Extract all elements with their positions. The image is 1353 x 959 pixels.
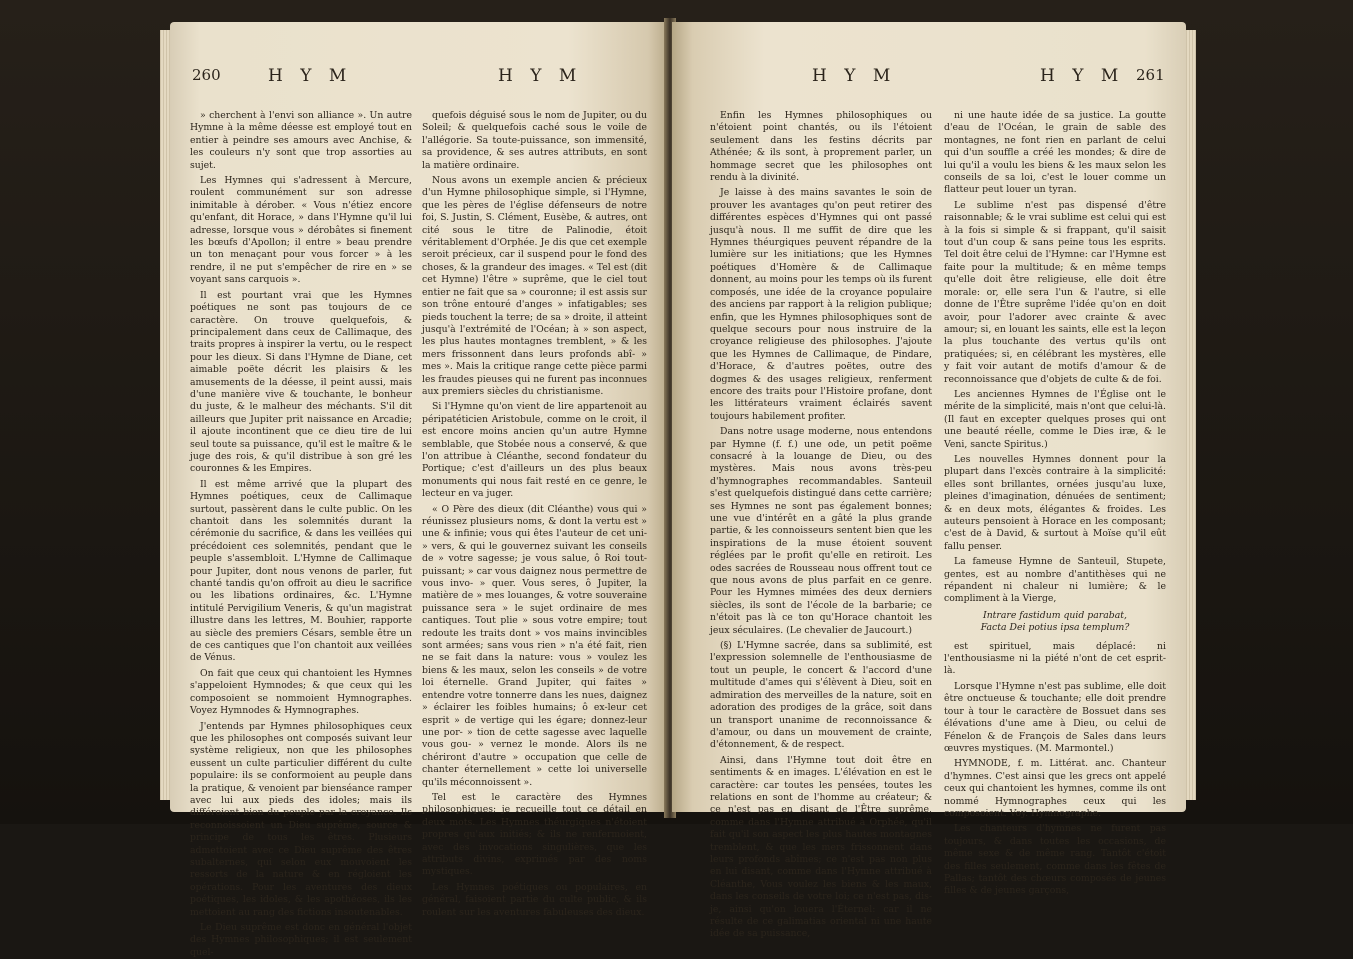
paragraph: Les nouvelles Hymnes donnent pour la plupart dans l'excès contraire à la simplicité: elles sont brillantes, ornées jusqu'au luxe, pleines d'imagination, dénuées de sentiment; & en deux mots, élégantes & froides. Les auteurs pensoient à Horace en les composant; c'est de à David, & surtout à Moïse qu'il eût fallu penser. [944, 453, 1166, 552]
paragraph: La fameuse Hymne de Santeuil, Stupete, gentes, est au nombre d'antithèses qui ne répandent ni chaleur ni lumière; & le compliment à la Vierge, [944, 556, 1166, 605]
paragraph: Tel est le caractère des Hymnes philosophiques; je recueille tout ce détail en deux mots. Les Hymnes théurgiques n'étoient propres qu'aux initiés; & ils ne renfermoient, avec des invocations singulières, que les attributs divins, exprimés par des noms mystiques. [422, 791, 647, 878]
header-right: H Y M [498, 66, 583, 86]
paragraph: ni une haute idée de sa justice. La goutte d'eau de l'Océan, le grain de sable des montagnes, ne font rien en parlant de celui qui d'un souffle a créé les mondes; & dire de lui qu'il a voulu les biens & les maux selon les conseils de sa loi, c'est le louer comme un flatteur peut louer un tyran. [944, 110, 1166, 196]
paragraph: Les anciennes Hymnes de l'Église ont le mérite de la simplicité, mais n'ont que celui-là. (Il faut en excepter quelques proses qui ont une beauté réelle, comme le Dies iræ, & le Veni, sancte Spiritus.) [944, 388, 1166, 450]
text-column-1 [190, 110, 412, 958]
paragraph: Dans notre usage moderne, nous entendons par Hymne (f. f.) une ode, un petit poëme consacré à la louange de Dieu, ou des mystères. Mais nous avons très-peu d'hymnographes recommandables. Santeuil s'est quelquefois distingué dans cette carrière; ses Hymnes ne sont pas également bonnes; une vue d'intérêt en a gâté la plus grande partie, & les connoisseurs sentent bien que les inspirations de la muse étoient souvent réglées par le profit qu'elle en retiroit. Les odes sacrées de Rousseau nous offrent tout ce que nous avons de plus parfait en ce genre. Pour les Hymnes mimées des deux derniers siècles, ils sont de l'école de la barbarie; ce n'étoit pas là ce ton qu'Horace chantoit les jeux séculaires. (Le chevalier de Jaucourt.) [710, 426, 932, 636]
paragraph: Il est même arrivé que la plupart des Hymnes poétiques, ceux de Callimaque surtout, passèrent dans le culte public. On les chantoit dans les solemnités durant la cérémonie du sacrifice, & dans les veillées qui précédoient ces solemnités, pendant que le peuple s'assembloit. L'Hymne de Callimaque pour Jupiter, dont nous venons de parler, fut chanté tandis qu'on offroit au dieu le sacrifice ou les libations ordinaires, &c. L'Hymne intitulé Pervigilium Veneris, & qu'un magistrat illustre dans les lettres, M. Bouhier, rapporte au siècle des premiers Césars, semble être un de ces cantiques que l'on chantoit aux veillées de Vénus. [190, 478, 412, 664]
text-column-2 [422, 110, 647, 918]
running-header [170, 66, 668, 90]
paragraph: Les Hymnes poétiques ou populaires, en général, faisoient partie du culte public, & ils roulent sur les aventures fabuleuses des dieux. [422, 881, 647, 918]
text-column-1 [710, 110, 932, 940]
right-page-edges [1186, 30, 1196, 800]
paragraph: Les chanteurs d'hymnes ne furent pas toujours, & dans toutes les occasions, de même sexe & de même rang. Tantôt c'étoit des filles seulement, comme dans les fêtes de Pallas; tantôt des chœurs composés de jeunes filles & de jeunes garçons, [944, 823, 1166, 897]
latin-verse: Intrare fastidum quid parabat, Facta Dei potius ipsa templum? [980, 609, 1130, 634]
paragraph: (§) L'Hymne sacrée, dans sa sublimité, est l'expression solemnelle de l'enthousiasme de tout un peuple, le concert & l'accord d'une multitude d'ames qui s'élèvent à Dieu, soit en admiration des merveilles de la nature, soit en adoration des prodiges de la grâce, soit dans un transport unanime de reconnoissance & d'amour, ou dans un mouvement de crainte, d'étonnement, & de respect. [710, 640, 932, 751]
left-page-edges [160, 30, 170, 800]
text-column-2 [944, 110, 1166, 897]
left-page [170, 22, 668, 958]
paragraph: Il est pourtant vrai que les Hymnes poétiques ne sont pas toujours de ce caractère. On trouve quelquefois, & principalement dans ceux de Callimaque, des traits propres à inspirer la vertu, ou le respect pour les dieux. Si dans l'Hymne de Diane, cet aimable poëte décrit les plaisirs & les amusements de la déesse, il peint aussi, mais d'une manière vive & touchante, le bonheur du juste, & le malheur des méchants. S'il dit ailleurs que Jupiter prit naissance en Arcadie; il ajoute incontinent que ce dieu tire de lui seul toute sa puissance, qu'il est le maître & le juge des rois, & qu'il distribue à son gré les couronnes & les Empires. [190, 289, 412, 475]
paragraph: Les Hymnes qui s'adressent à Mercure, roulent communément sur son adresse inimitable à dérober. « Vous n'étiez encore qu'enfant, dit Horace, » dans l'Hymne qu'il lui adresse, lorsque vous » dérobâtes si finement les bœufs d'Apollon; il entre » beau prendre un ton menaçant pour vous forcer » à les rendre, il ne put s'empêcher de rire en » se voyant sans carquois ». [190, 175, 412, 286]
paragraph: J'entends par Hymnes philosophiques ceux que les philosophes ont composés suivant leur système religieux, non que les philosophes eussent un culte particulier différent du culte populaire: ils se conformoient au peuple dans la pratique, & venoient par bienséance ramper avec lui aux pieds des idoles; mais ils différoient bien du peuple par la croyance. Ils reconnoissoient un Dieu suprême, source & principe de tous les êtres. Plusieurs admettoient avec ce Dieu suprême des êtres subalternes, qui selon eux mouvoient les ressorts de la nature & en régloient les opérations. Pour les aventures des dieux poétiques, les idoles, & les apothéoses, ils les mettoient au rang des fictions insoutenables. [190, 720, 412, 918]
paragraph: » cherchent à l'envi son alliance ». Un autre Hymne à la même déesse est employé tout en entier à peindre ses amours avec Anchise, & les couleurs n'y sont que trop assorties au sujet. [190, 110, 412, 171]
running-header [672, 66, 1186, 90]
paragraph: Le Dieu suprême est donc en général l'objet des Hymnes philosophiques; il est seulement quel- [190, 922, 412, 958]
paragraph: On fait que ceux qui chantoient les Hymnes s'appeloient Hymnodes; & que ceux qui les composoient se nommoient Hymnographes. Voyez Hymnodes & Hymnographes. [190, 667, 412, 717]
header-left: H Y M [268, 66, 353, 86]
paragraph: est spirituel, mais déplacé: ni l'enthousiasme ni la piété n'ont de cet esprit-là. [944, 640, 1166, 677]
paragraph: Je laisse à des mains savantes le soin de prouver les avantages qu'on peut retirer des différentes espèces d'Hymnes qui ont passé jusqu'à nous. Il me suffit de dire que les Hymnes théurgiques peuvent répandre de la lumière sur les initiations; que les Hymnes poétiques d'Homère & de Callimaque donnent, au moins pour les temps où ils furent composés, une idée de la croyance populaire des anciens par rapport à la religion publique; enfin, que les Hymnes philosophiques sont de quelque secours pour nous instruire de la croyance religieuse des philosophes. J'ajoute que les Hymnes de Callimaque, de Pindare, d'Horace, & d'autres poëtes, outre des dogmes & des usages religieux, renferment encore des traits pour l'Histoire profane, dont les littérateurs vraiment éclairés savent toujours habilement profiter. [710, 187, 932, 422]
page-number: 261 [1136, 66, 1165, 84]
paragraph: quefois déguisé sous le nom de Jupiter, ou du Soleil; & quelquefois caché sous le voile de l'allégorie. Sa toute-puissance, son immensité, sa providence, & ses autres attributs, en sont la matière ordinaire. [422, 110, 647, 171]
paragraph: Nous avons un exemple ancien & précieux d'un Hymne philosophique simple, si l'Hymne, que les pères de l'église défenseurs de notre foi, S. Justin, S. Clément, Eusèbe, & autres, ont cité sous le titre de Palinodie, étoit véritablement d'Orphée. Je dis que cet exemple seroit précieux, car il suspend pour le fond des choses, & la grandeur des images. « Tel est (dit cet Hymne) l'être » suprême, que le ciel tout entier ne fait que sa » couronne; il est assis sur son trône entouré d'anges » infatigables; ses pieds touchent la terre; de sa » droite, il atteint jusqu'à l'extrémité de l'Océan; à » son aspect, les plus hautes montagnes tremblent, » & les mers frissonnent dans leurs profonds abî- » mes ». Mais la critique range cette pièce parmi les fraudes pieuses qui ne furent pas inconnues aux premiers siècles du christianisme. [422, 175, 647, 397]
paragraph: « O Père des dieux (dit Cléanthe) vous qui » réunissez plusieurs noms, & dont la vertu est » une & infinie; vous qui êtes l'auteur de cet uni- » vers, & qui le gouvernez suivant les conseils de » votre sagesse; je vous salue, ô Roi tout-puissant; » car vous daignez nous permettre de vous invo- » quer. Vous seres, ô Jupiter, la matière de » mes louanges, & votre souveraine puissance sera » le sujet ordinaire de mes cantiques. Tout plie » sous votre empire; tout redoute les traits dont » vos mains invincibles sont armées; sans vous rien » n'a été fait, rien ne se fait dans la nature: vous » voulez les biens & les maux, selon les conseils » de votre loi éternelle. Grand Jupiter, qui faites » entendre votre tonnerre dans les nues, daignez » éclairer les foibles humains; ô ex-leur cet esprit » de vertige qui les égare; donnez-leur une por- » tion de cette sagesse avec laquelle vous gou- » vernez le monde. Alors ils ne chériront d'autre » occupation que celle de chanter éternellement » cette loi universelle qu'ils méconnoissent ». [422, 503, 647, 788]
paragraph: Enfin les Hymnes philosophiques ou n'étoient point chantés, ou ils l'étoient seulement dans les festins décrits par Athénée; & ils sont, à proprement parler, un hommage secret que les philosophes ont rendu à la divinité. [710, 110, 932, 184]
right-page [672, 22, 1186, 940]
paragraph: Ainsi, dans l'Hymne tout doit être en sentiments & en images. L'élévation en est le caractère: car toutes les pensées, toutes les relations en sont de l'homme au créateur; & ce n'est pas en disant de l'Être suprême, comme dans l'Hymne attribué à Orphée, qu'il fait qu'il son aspect les plus hautes montagnes tremblent, & que les mers frissonnent dans leurs profonds abîmes; ce n'est pas non plus en lui disant, comme dans l'Hymne attribué à Cléanthe, Vous voulez les biens & les maux, dans les conseils de votre loi; ce n'est pas, dis-je, ainsi qu'on louera l'Éternel: car il ne résulte de ce galimatias oriental ni une haute idée de sa puissance, [710, 754, 932, 940]
paragraph: Le sublime n'est pas dispensé d'être raisonnable; & le vrai sublime est celui qui est à la fois si simple & si frappant, qu'il saisit tout d'un coup & sans peine tous les esprits. Tel doit être celui de l'Hymne: car l'Hymne est faite pour la multitude; & en même temps qu'elle doit être religieuse, elle doit être morale: or, elle sera l'un & l'autre, si elle donne de l'Être suprême l'idée qu'on en doit avoir, pour l'adorer avec crainte & avec amour; si, en louant les saints, elle est la leçon la plus touchante des vertus qu'ils ont pratiquées; si, en célébrant les mystères, elle y fait voir autant de motifs d'amour & de reconnoissance que d'objets de culte & de foi. [944, 199, 1166, 385]
page-number: 260 [192, 66, 221, 84]
paragraph: Si l'Hymne qu'on vient de lire appartenoit au péripatéticien Aristobule, comme on le croit, il est encore moins ancien qu'un autre Hymne semblable, que Stobée nous a conservé, & que l'on attribue à Cléanthe, second fondateur du Portique; c'est d'ailleurs un des plus beaux monuments qui nous fait resté en ce genre, le lecteur en va juger. [422, 401, 647, 500]
paragraph: Lorsque l'Hymne n'est pas sublime, elle doit être onctueuse & touchante; elle doit prendre tour à tour le caractère de Bossuet dans ses élévations d'une ame à Dieu, ou celui de Fénelon & de François de Sales dans leurs œuvres mystiques. (M. Marmontel.) [944, 680, 1166, 754]
paragraph: HYMNODE, f. m. Littérat. anc. Chanteur d'hymnes. C'est ainsi que les grecs ont appelé ceux qui chantoient les hymnes, comme ils ont nommé Hymnographes ceux qui les composoient. Voy. Hymnographe. [944, 758, 1166, 819]
header-left: H Y M [812, 66, 897, 86]
header-right: H Y M [1040, 66, 1125, 86]
